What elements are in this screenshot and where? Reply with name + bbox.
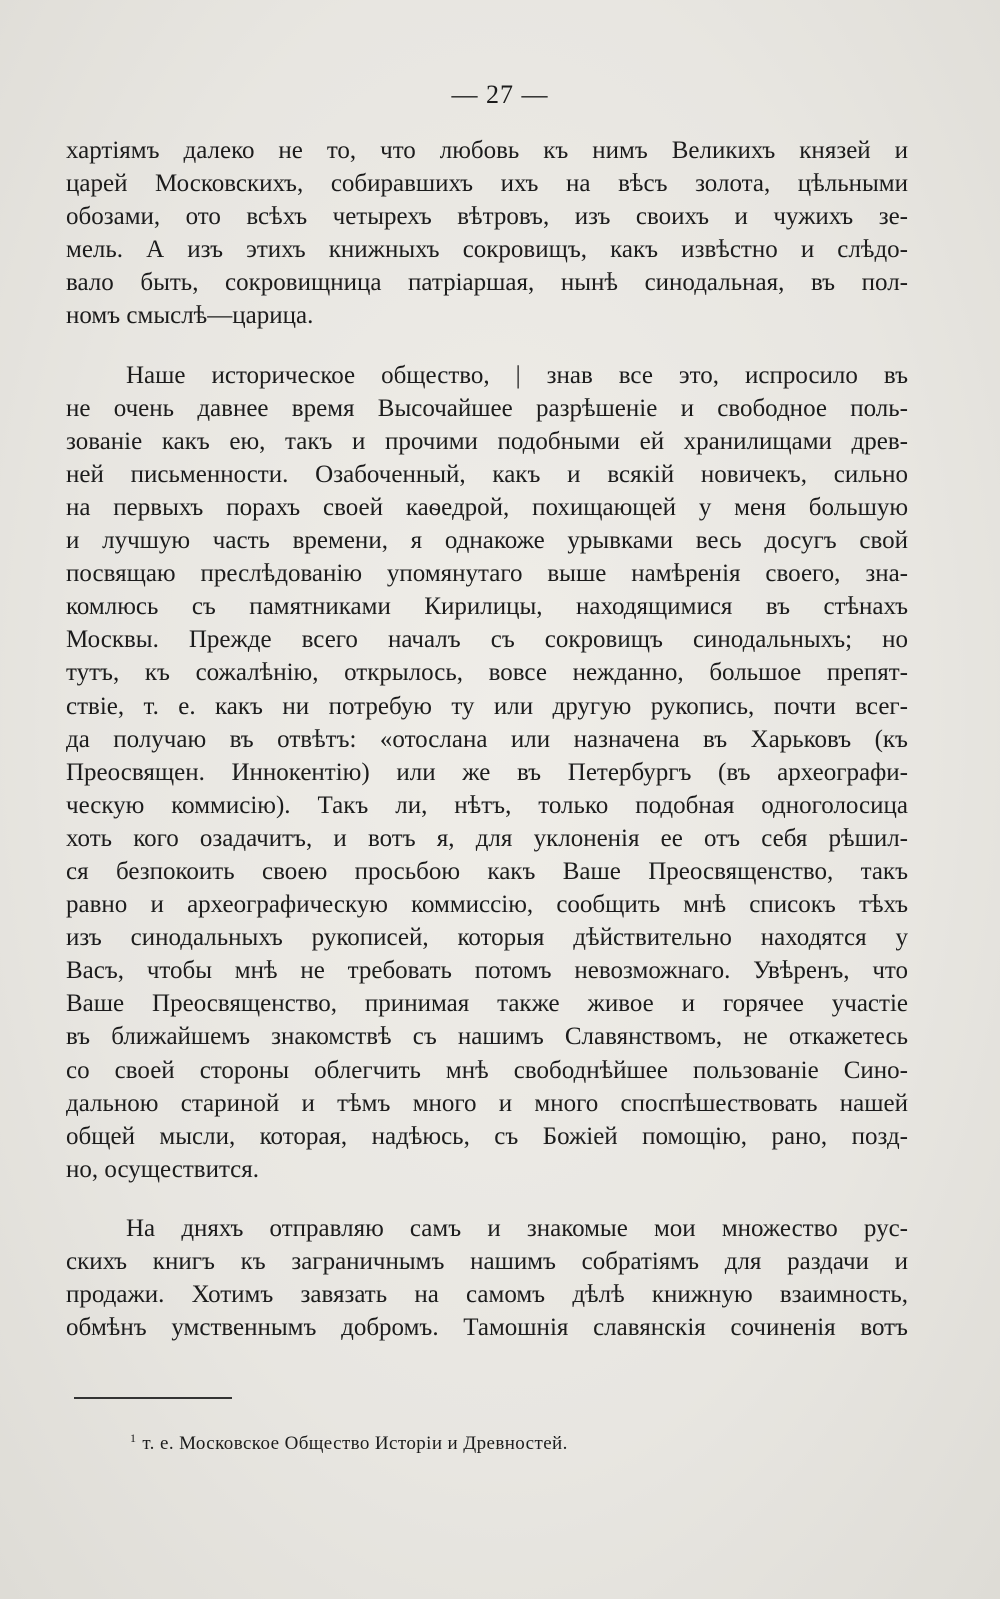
text-line: посвящаю преслѣдованію упомянутаго выше намѣренія своего, зна- [66,560,908,588]
text-line: хартіямъ далеко не то, что любовь къ нимъ Великихъ князей и [66,137,908,164]
paragraph [66,1212,908,1344]
text-line: вало быть, сокровищница патріаршая, нынѣ синодальная, въ пол- [66,269,908,297]
text-line: мель. А изъ этихъ книжныхъ сокровищъ, какъ извѣстно и слѣдо- [66,236,908,264]
paragraph-gap [66,1186,908,1212]
text-line: На дняхъ отправляю самъ и знакомые мои множество рус- [126,1214,908,1242]
text-line: Москвы. Прежде всего началъ съ сокровищъ синодальныхъ; но [66,626,908,654]
text-line: и лучшую часть времени, я однакоже урывками весь досугъ свой [66,527,908,555]
text-line: со своей стороны облегчить мнѣ свободнѣйшее пользованіе Сино- [66,1056,908,1084]
footnote-text: т. е. Московское Общество Исторіи и Древностей. [142,1433,568,1454]
text-line: общей мысли, которая, надѣюсь, съ Божіей помощію, рано, позд- [66,1122,908,1150]
text-line: изъ синодальныхъ рукописей, которыя дѣйствительно находятся у [66,924,908,952]
text-line: Васъ, чтобы мнѣ не требовать потомъ невозможнаго. Увѣренъ, что [66,957,908,985]
text-line: хоть кого озадачитъ, и вотъ я, для уклоненія ее отъ себя рѣшил- [66,824,908,852]
text-line: Преосвящен. Иннокентію) или же въ Петербургъ (въ археографи- [66,758,908,786]
text-line: ней письменности. Озабоченный, какъ и всякій новичекъ, сильно [66,460,908,488]
text-line: зованіе какъ ею, такъ и прочими подобными ей хранилищами древ- [66,427,908,455]
text-line: обмѣнъ умственнымъ добромъ. Тамошнія славянскія сочиненія вотъ [66,1314,908,1342]
text-line: Наше историческое общество, | знав все это, испросило въ [126,361,908,389]
page-number: — 27 — [451,80,549,109]
text-line: скихъ книгъ къ заграничнымъ нашимъ собратіямъ для раздачи и [66,1248,908,1275]
text-line: на первыхъ порахъ своей каѳедрой, похищающей у меня большую [66,493,908,521]
paragraph [66,359,908,1186]
text-line: комлюсь съ памятниками Кирилицы, находящимися въ стѣнахъ [66,593,908,621]
text-line: Ваше Преосвященство, принимая также живое и горячее участіе [66,990,908,1018]
text-line: въ ближайшемъ знакомствѣ съ нашимъ Славянствомъ, не откажетесь [66,1023,908,1051]
footnote-divider [74,1397,232,1399]
text-line: ствіе, т. е. какъ ни потребую ту или другую рукопись, почти всег- [66,692,908,720]
text-line: ческую коммисію). Такъ ли, нѣтъ, только подобная одноголосица [66,791,908,819]
body-text [66,134,908,1344]
text-line: дальною стариной и тѣмъ много и много споспѣшествовать нашей [66,1089,908,1117]
text-line: обозами, ото всѣхъ четырехъ вѣтровъ, изъ своихъ и чужихъ зе- [66,203,908,231]
text-line: царей Московскихъ, собиравшихъ ихъ на вѣсъ золота, цѣльными [66,170,908,198]
paragraph-gap [66,333,908,359]
footnote [130,1431,568,1455]
footnote-mark: 1 [130,1431,137,1445]
paragraph [66,134,908,333]
text-line: тутъ, къ сожалѣнію, открылось, вовсе нежданно, большое препят- [66,659,908,687]
text-line: да получаю въ отвѣтъ: «отослана или назначена въ Харьковъ (къ [66,725,908,753]
text-line: ся безпокоить своею просьбою какъ Ваше Преосвященство, такъ [66,857,908,885]
text-line: номъ смыслѣ—царица. [66,302,314,330]
text-line: но, осуществится. [66,1155,260,1183]
text-line: равно и археографическую коммиссію, сообщить мнѣ списокъ тѣхъ [66,891,908,919]
text-line: продажи. Хотимъ завязать на самомъ дѣлѣ книжную взаимность, [66,1281,908,1309]
text-line: не очень давнее время Высочайшее разрѣшеніе и свободное поль- [66,394,908,422]
